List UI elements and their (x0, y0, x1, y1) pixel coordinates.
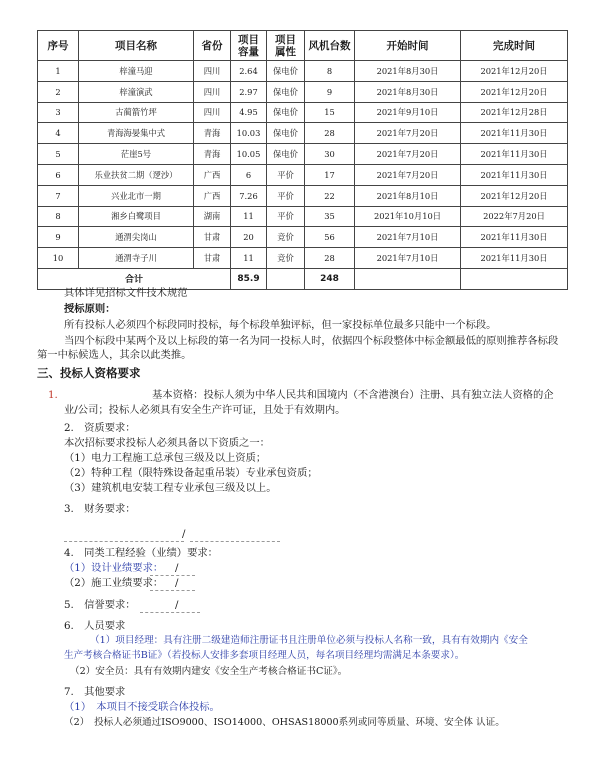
item7-heading: 7. 其他要求 (64, 686, 126, 698)
column-header: 项目 容量 (231, 31, 267, 61)
table-row (38, 206, 568, 227)
table-cell: 2021年12月20日 (461, 81, 568, 102)
table-cell: 6 (38, 164, 79, 185)
table-cell: 2021年8月30日 (355, 81, 461, 102)
table-cell: 4.95 (231, 102, 267, 123)
column-header: 风机台数 (305, 31, 355, 61)
column-header: 序号 (38, 31, 79, 61)
award-principle-2a: 当四个标段中某两个及以上标段的第一名为同一投标人时，依据四个标段整体中标金额最低的原则推荐各标段 (64, 335, 559, 347)
item5-value: / (175, 599, 179, 611)
item3-heading: 3. 财务要求： (64, 503, 136, 515)
table-cell: 11 (231, 248, 267, 269)
item3-value: / (182, 528, 186, 540)
table-cell: 青海 (194, 123, 231, 144)
table-cell: 乐业扶贫二期（逻沙） (79, 164, 194, 185)
column-header: 完成时间 (461, 31, 568, 61)
table-cell: 甘肃 (194, 248, 231, 269)
table-cell: 2021年10月10日 (355, 206, 461, 227)
table-cell: 2022年7月20日 (461, 206, 568, 227)
table-cell: 28 (305, 123, 355, 144)
table-cell: 2021年11月30日 (461, 227, 568, 248)
table-cell: 28 (305, 248, 355, 269)
table-cell: 平价 (267, 185, 305, 206)
table-cell: 通渭尖岗山 (79, 227, 194, 248)
table-cell: 2021年12月20日 (461, 185, 568, 206)
table-cell: 20 (231, 227, 267, 248)
item6-heading: 6. 人员要求 (64, 620, 126, 632)
table-cell: 青海海晏集中式 (79, 123, 194, 144)
table-cell: 1 (38, 61, 79, 82)
table-cell: 9 (305, 81, 355, 102)
table-cell: 2021年9月10日 (355, 102, 461, 123)
item2-option-1: （1）电力工程施工总承包三级及以上资质； (64, 452, 267, 464)
item7-option-1: （1） 本项目不接受联合体投标。 (64, 701, 220, 713)
table-cell: 保电价 (267, 123, 305, 144)
table-cell: 梓潼马迎 (79, 61, 194, 82)
table-cell: 2021年11月30日 (461, 123, 568, 144)
item2-option-2: （2）特种工程（限特殊设备起重吊装）专业承包资质； (64, 467, 318, 479)
table-cell: 4 (38, 123, 79, 144)
item2-heading: 2. 资质要求： (64, 422, 136, 434)
column-header: 项目 属性 (267, 31, 305, 61)
table-cell (461, 268, 568, 289)
table-cell: 30 (305, 144, 355, 165)
total-label: 合计 (38, 268, 231, 289)
table-cell: 竞价 (267, 248, 305, 269)
table-cell: 通渭寺子川 (79, 248, 194, 269)
table-cell: 7 (38, 185, 79, 206)
table-cell: 35 (305, 206, 355, 227)
table-cell: 6 (231, 164, 267, 185)
table-cell: 2.97 (231, 81, 267, 102)
table-row (38, 144, 568, 165)
table-cell: 湘乡白鹭项目 (79, 206, 194, 227)
item1-number: 1. (48, 389, 58, 401)
item7-option-2: （2） 投标人必须通过ISO9000、ISO14000、OHSAS18000系列或同等质量、环境、安全体 认证。 (64, 717, 505, 728)
item2-intro: 本次招标要求投标人必须具备以下资质之一： (64, 437, 270, 449)
table-cell: 青海 (194, 144, 231, 165)
item5-underline (140, 612, 200, 613)
table-cell: 2021年7月20日 (355, 164, 461, 185)
table-cell: 2021年7月10日 (355, 227, 461, 248)
table-cell: 5 (38, 144, 79, 165)
table-row (38, 248, 568, 269)
table-cell: 8 (38, 206, 79, 227)
table-cell: 甘肃 (194, 227, 231, 248)
table-row (38, 61, 568, 82)
table-cell: 2021年7月10日 (355, 248, 461, 269)
table-cell: 2021年12月20日 (461, 61, 568, 82)
table-cell: 17 (305, 164, 355, 185)
item4-construction-label: （2）施工业绩要求： (64, 577, 164, 589)
table-cell: 2021年11月30日 (461, 164, 568, 185)
table-cell: 四川 (194, 61, 231, 82)
item4-construction-underline (150, 590, 195, 591)
table-cell: 湖南 (194, 206, 231, 227)
project-table (37, 30, 568, 290)
award-principle-2b: 第一中标候选人，其余以此类推。 (37, 349, 192, 361)
award-principle-1: 所有投标人必须四个标段同时投标，每个标段单独评标，但一家投标单位最多只能中一个标段。 (64, 319, 497, 331)
table-row (38, 185, 568, 206)
table-cell: 兴业北市一期 (79, 185, 194, 206)
table-cell (267, 268, 305, 289)
table-cell: 10.03 (231, 123, 267, 144)
table-cell: 2021年8月30日 (355, 61, 461, 82)
item6-pm-text-b: 生产考核合格证书B证》（若投标人安排多套项目经理人员，每名项目经理均需满足本条要求）。 (64, 650, 465, 661)
table-cell: 保电价 (267, 102, 305, 123)
table-cell: 古蔺箭竹坪 (79, 102, 194, 123)
table-cell: 平价 (267, 164, 305, 185)
table-cell: 7.26 (231, 185, 267, 206)
table-cell: 9 (38, 227, 79, 248)
total-turbines: 248 (305, 268, 355, 289)
table-cell: 平价 (267, 206, 305, 227)
award-principle-title: 授标原则： (64, 303, 116, 315)
table-cell: 2021年11月30日 (461, 248, 568, 269)
table-header-row (38, 31, 568, 61)
table-cell: 竞价 (267, 227, 305, 248)
table-cell: 15 (305, 102, 355, 123)
table-cell: 2.64 (231, 61, 267, 82)
item4-design-value: / (175, 562, 179, 574)
table-row (38, 123, 568, 144)
table-cell: 保电价 (267, 144, 305, 165)
table-cell: 10 (38, 248, 79, 269)
table-cell: 广西 (194, 164, 231, 185)
item4-construction-value: / (175, 577, 179, 589)
item6-safety-officer: （2）安全员：具有有效期内建安《安全生产考核合格证书C证》。 (70, 666, 348, 677)
table-cell: 2021年11月30日 (461, 144, 568, 165)
table-cell: 2021年12月28日 (461, 102, 568, 123)
table-cell: 保电价 (267, 81, 305, 102)
item3-underline-tail (190, 541, 280, 542)
table-cell: 22 (305, 185, 355, 206)
table-cell: 56 (305, 227, 355, 248)
table-cell: 11 (231, 206, 267, 227)
table-cell: 四川 (194, 102, 231, 123)
item3-underline (64, 541, 184, 542)
note-text: 具体详见招标文件技术规范 (64, 287, 188, 299)
table-row (38, 227, 568, 248)
table-cell: 2021年8月10日 (355, 185, 461, 206)
table-cell: 保电价 (267, 61, 305, 82)
table-row (38, 164, 568, 185)
item1-text-a: 基本资格：投标人须为中华人民共和国境内（不含港澳台）注册、具有独立法人资格的企 (152, 389, 554, 401)
item4-design-label: （1）设计业绩要求： (64, 562, 164, 574)
table-cell: 10.05 (231, 144, 267, 165)
item6-pm-text-a: （1）项目经理：具有注册二级建造师注册证书且注册单位必须与投标人名称一致，具有有效期内《安全 (90, 635, 528, 646)
table-cell: 四川 (194, 81, 231, 102)
section-title: 三、投标人资格要求 (37, 366, 141, 380)
table-cell: 3 (38, 102, 79, 123)
item2-option-3: （3）建筑机电安装工程专业承包三级及以上。 (64, 482, 277, 494)
column-header: 项目名称 (79, 31, 194, 61)
table-cell: 2 (38, 81, 79, 102)
table-cell: 2021年7月20日 (355, 144, 461, 165)
table-cell: 梓潼演武 (79, 81, 194, 102)
item1-text-b: 业/公司；投标人必须具有安全生产许可证，且处于有效期内。 (64, 404, 346, 416)
table-cell: 广西 (194, 185, 231, 206)
item5-heading: 5. 信誉要求： (64, 599, 136, 611)
table-cell: 茫崖5号 (79, 144, 194, 165)
item4-heading: 4. 同类工程经验（业绩）要求： (64, 547, 218, 559)
total-capacity: 85.9 (231, 268, 267, 289)
column-header: 省份 (194, 31, 231, 61)
table-cell (355, 268, 461, 289)
table-row (38, 102, 568, 123)
table-cell: 2021年7月20日 (355, 123, 461, 144)
table-cell: 8 (305, 61, 355, 82)
table-row (38, 81, 568, 102)
column-header: 开始时间 (355, 31, 461, 61)
